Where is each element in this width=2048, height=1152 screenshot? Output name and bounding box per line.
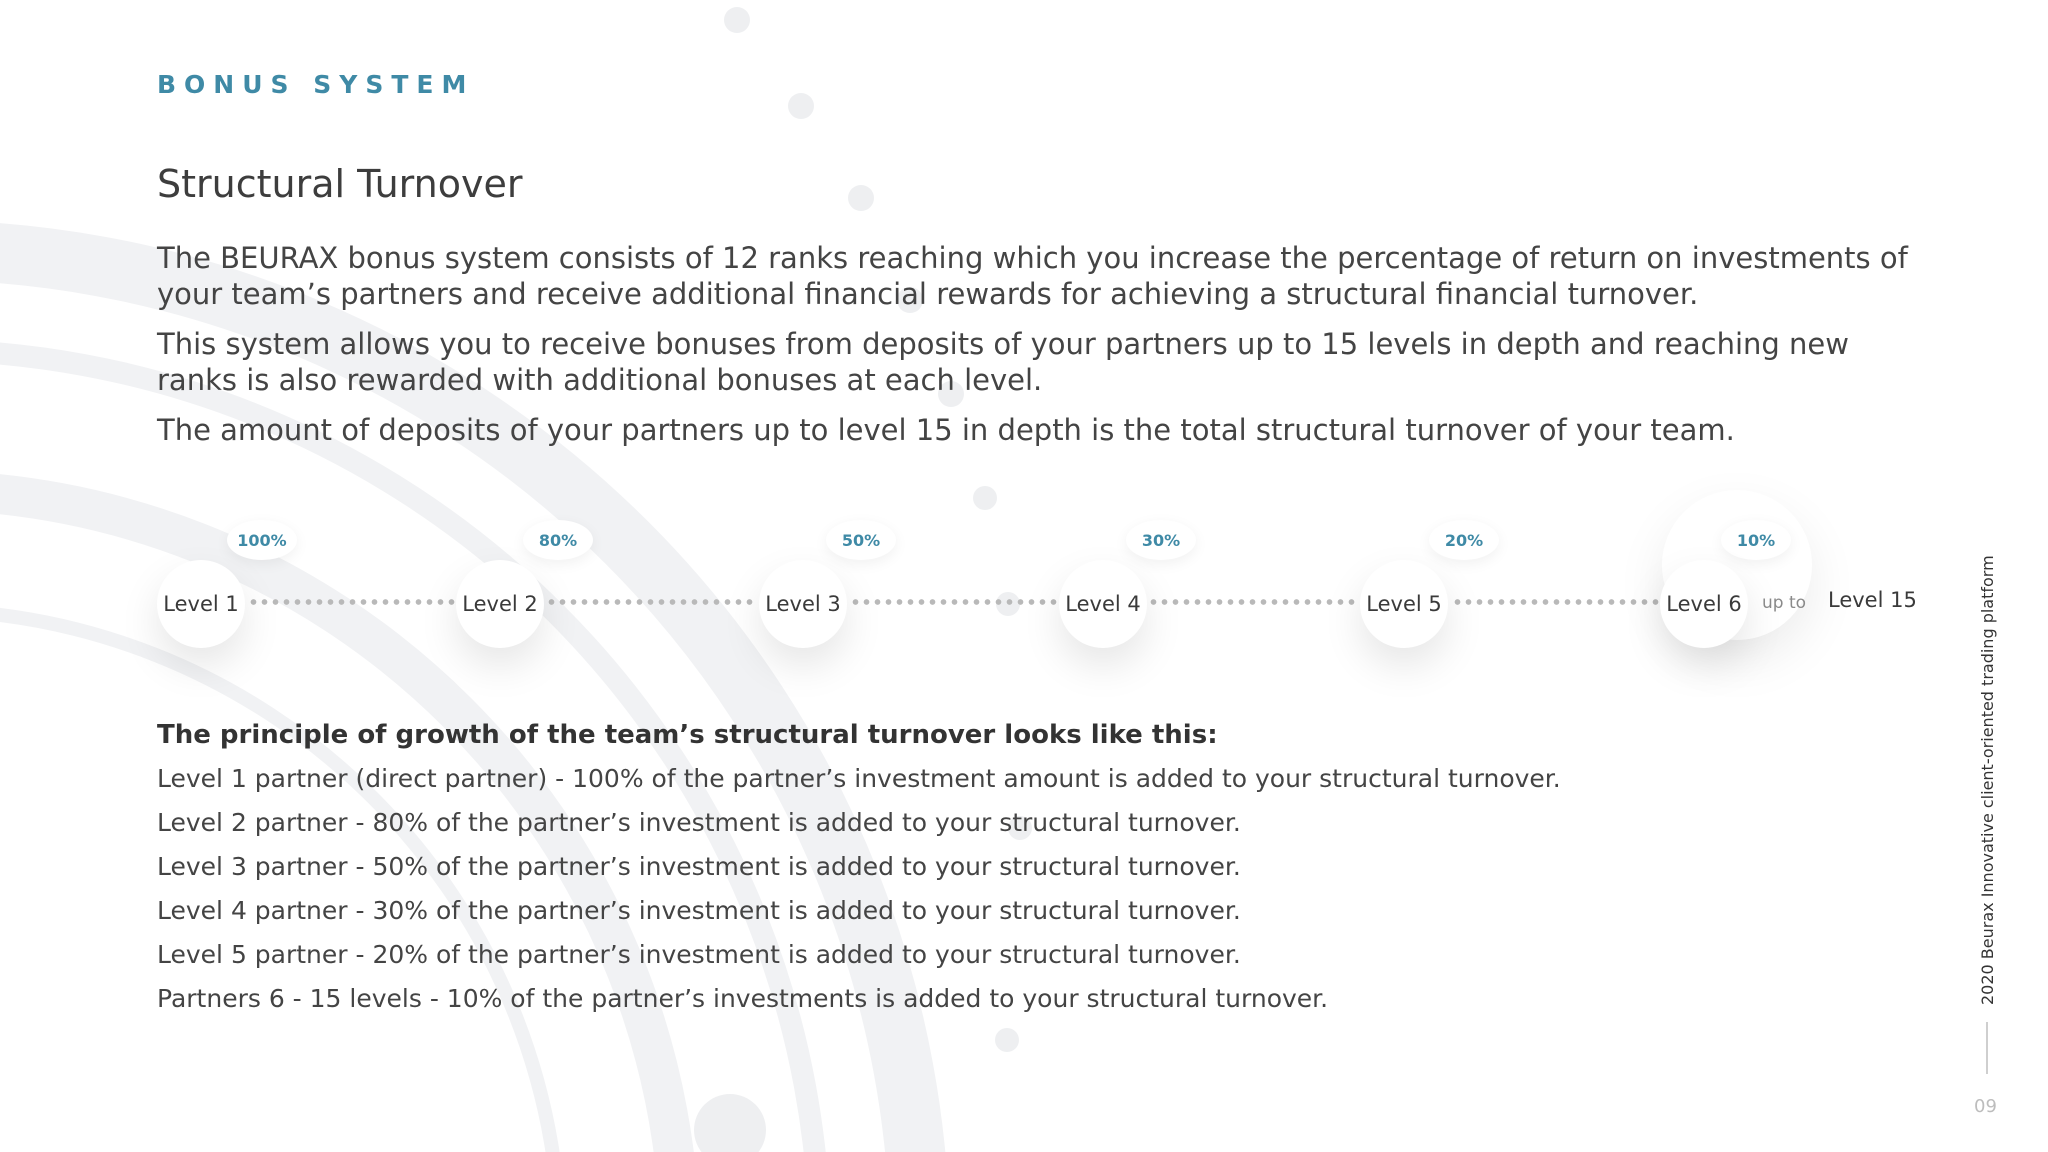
principle-item: Level 5 partner - 20% of the partner’s investment is added to your structural turnover.	[157, 940, 1241, 969]
page-title: Structural Turnover	[157, 162, 523, 206]
up-to-label: up to	[1762, 593, 1807, 613]
principle-list	[157, 764, 1757, 1014]
connector-dots	[1148, 599, 1358, 605]
connector-dots	[248, 599, 458, 605]
principle-item: Level 1 partner (direct partner) - 100% of the partner’s investment amount is added to your structural turnover.	[157, 764, 1561, 793]
level-1-node	[157, 560, 245, 648]
levels-timeline	[0, 520, 2048, 700]
intro-paragraph: The BEURAX bonus system consists of 12 ranks reaching which you increase the percentage of return on investments of your team’s partners and receive additional financial rewards for achieving a structural financial turnover.	[157, 241, 1908, 311]
level-1-label: Level 1	[163, 592, 239, 616]
level-3-node	[759, 560, 847, 648]
connector-dots	[1452, 599, 1662, 605]
level-5-label: Level 5	[1366, 592, 1442, 616]
level-3-label: Level 3	[765, 592, 841, 616]
level-5-percent: 20%	[1429, 520, 1499, 560]
connector-dots	[546, 599, 756, 605]
level-15-label: Level 15	[1828, 588, 1917, 612]
principle-item: Level 3 partner - 50% of the partner’s investment is added to your structural turnover.	[157, 852, 1241, 881]
level-1-percent: 100%	[227, 520, 297, 560]
side-caption: 2020 Beurax Innovative client-oriented trading platform	[1978, 555, 1997, 1005]
level-4-percent: 30%	[1126, 520, 1196, 560]
principle-item: Level 2 partner - 80% of the partner’s investment is added to your structural turnover.	[157, 808, 1241, 837]
section-label: BONUS SYSTEM	[157, 70, 475, 99]
principle-item: Partners 6 - 15 levels - 10% of the partner’s investments is added to your structural turnover.	[157, 984, 1329, 1013]
level-3-percent: 50%	[826, 520, 896, 560]
level-2-node	[456, 560, 544, 648]
level-5-node	[1360, 560, 1448, 648]
principle-section	[157, 720, 1757, 1028]
connector-dots	[850, 599, 1060, 605]
intro-text	[157, 240, 1917, 462]
level-4-label: Level 4	[1065, 592, 1141, 616]
side-divider	[1986, 1022, 1988, 1074]
intro-paragraph: This system allows you to receive bonuses from deposits of your partners up to 15 levels in depth and reaching new ranks is also rewarded with additional bonuses at each level.	[157, 327, 1849, 397]
principle-heading: The principle of growth of the team’s structural turnover looks like this:	[157, 720, 1218, 750]
level-2-percent: 80%	[523, 520, 593, 560]
level-4-node	[1059, 560, 1147, 648]
level-6-label: Level 6	[1666, 592, 1742, 616]
intro-paragraph: The amount of deposits of your partners up to level 15 in depth is the total structural turnover of your team.	[157, 413, 1735, 447]
principle-item: Level 4 partner - 30% of the partner’s investment is added to your structural turnover.	[157, 896, 1241, 925]
level-2-label: Level 2	[462, 592, 538, 616]
level-6-node	[1660, 560, 1748, 648]
page-number: 09	[1974, 1096, 1997, 1117]
level-6-percent: 10%	[1721, 520, 1791, 560]
